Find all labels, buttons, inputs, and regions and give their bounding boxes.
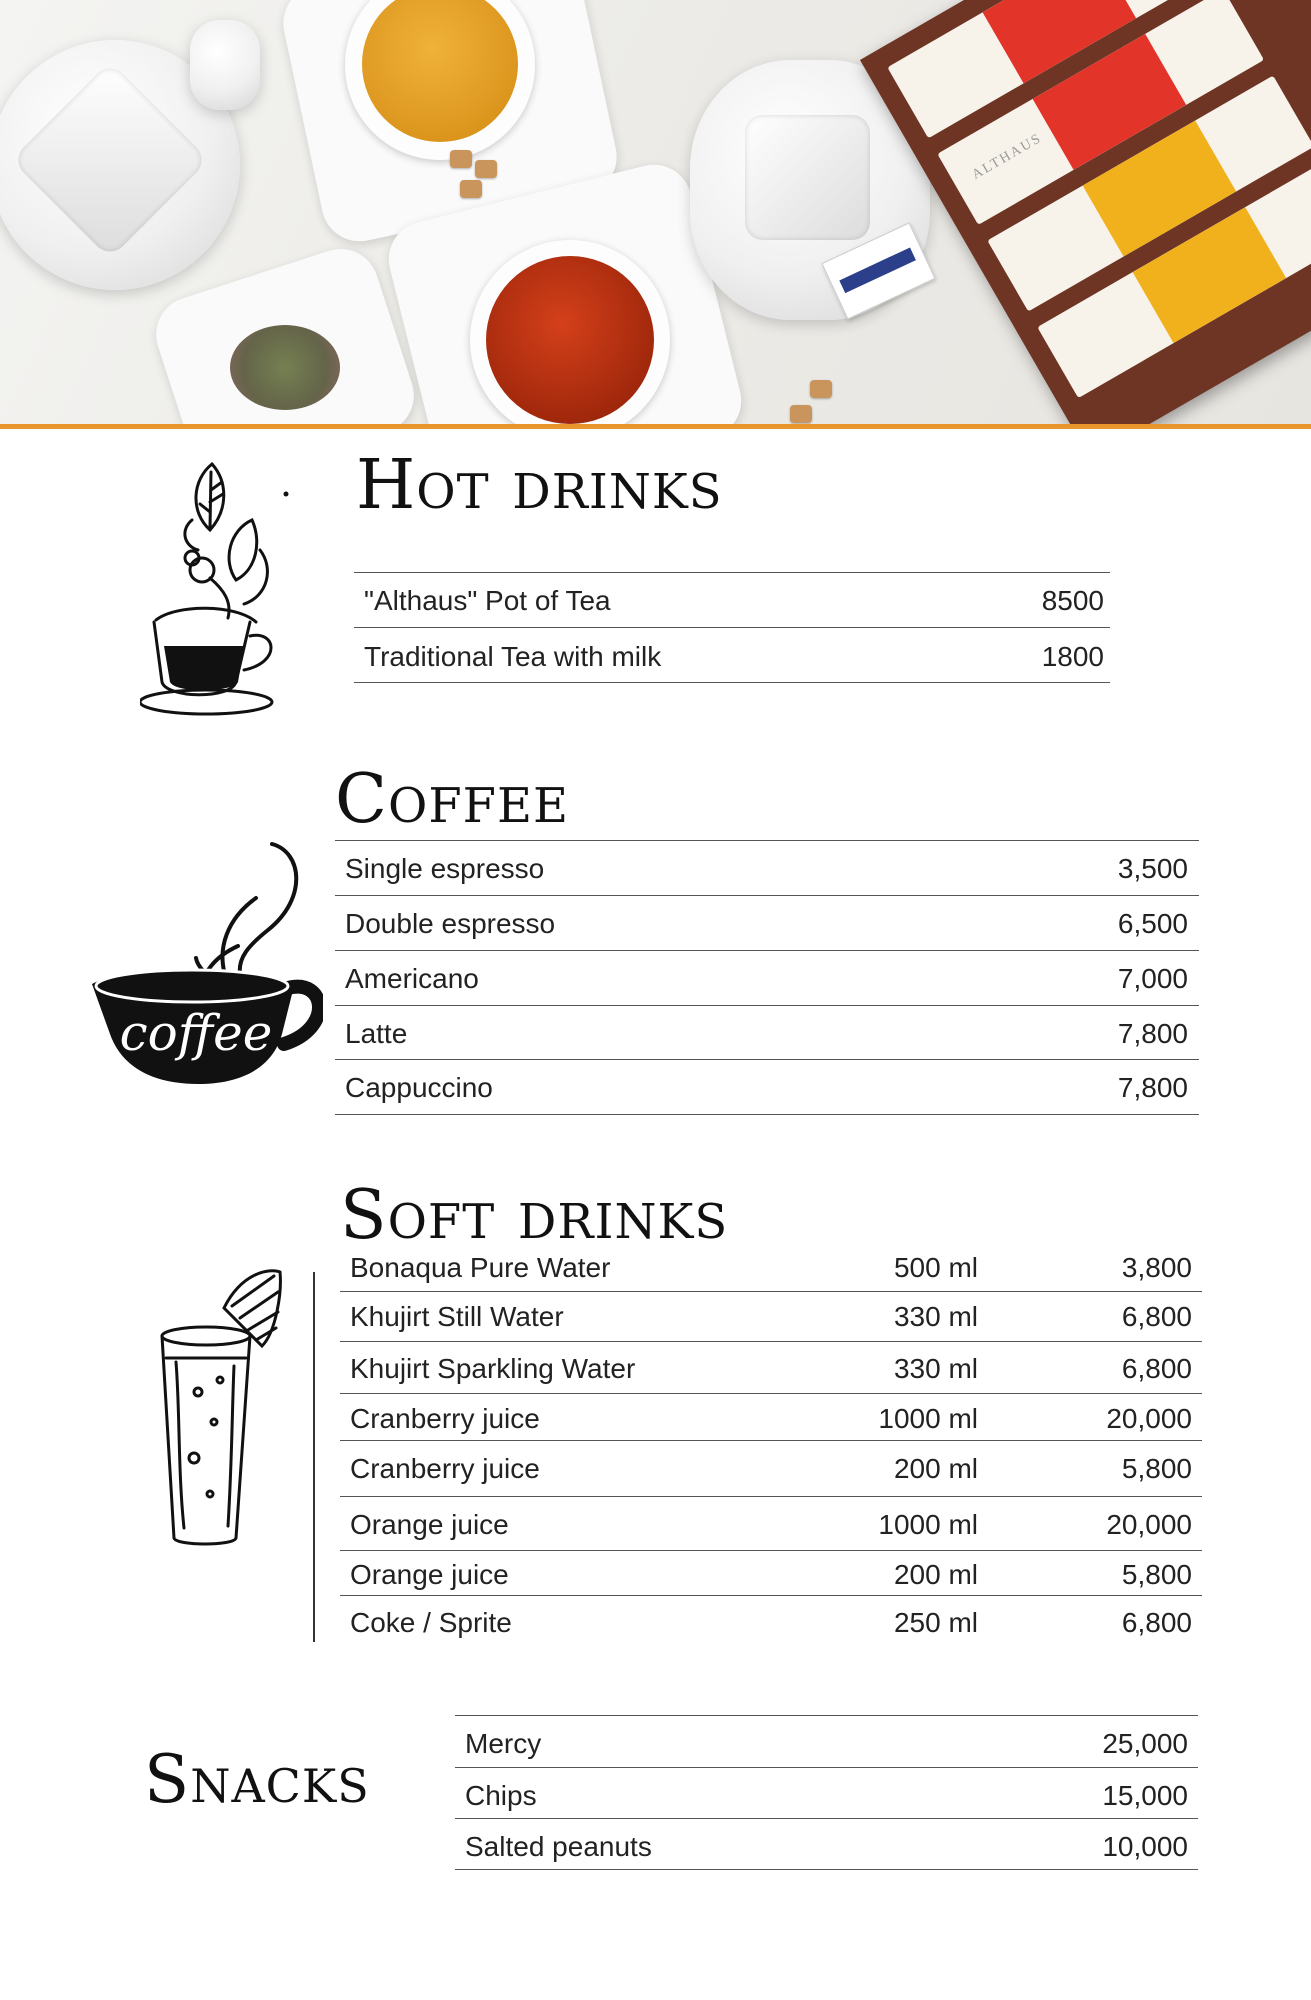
- sugar-cube: [475, 160, 497, 178]
- section-title-soft-drinks: Soft drinks: [340, 1176, 729, 1255]
- tea-cup-icon: [140, 450, 300, 730]
- rule: [335, 895, 1199, 896]
- rule: [340, 1393, 1202, 1394]
- item-size: 200 ml: [893, 1559, 978, 1590]
- item-name: Coke / Sprite: [350, 1607, 512, 1638]
- rule: [340, 1550, 1202, 1551]
- item-name: Americano: [345, 963, 479, 994]
- sugar-cube: [810, 380, 832, 398]
- item-name: Chips: [465, 1780, 537, 1811]
- sugar-cube: [450, 150, 472, 168]
- item-price: 25,000: [1102, 1728, 1188, 1759]
- rule: [455, 1869, 1198, 1870]
- item-price: 5,800: [1121, 1559, 1192, 1590]
- item-size: 500 ml: [893, 1252, 978, 1283]
- hero-photo: [0, 0, 1311, 426]
- item-size: 1000 ml: [878, 1509, 978, 1540]
- item-size: 330 ml: [893, 1301, 978, 1332]
- item-name: Orange juice: [350, 1559, 509, 1590]
- item-price: 1800: [1041, 641, 1104, 672]
- item-price: 20,000: [1106, 1509, 1192, 1540]
- item-name: Orange juice: [350, 1509, 509, 1540]
- item-size: 250 ml: [893, 1607, 978, 1638]
- rule: [335, 840, 1199, 841]
- teapot-lid-right: [745, 115, 870, 240]
- item-price: 3,800: [1121, 1252, 1192, 1283]
- item-price: 15,000: [1102, 1780, 1188, 1811]
- rule: [340, 1496, 1202, 1497]
- rule: [340, 1595, 1202, 1596]
- item-price: 10,000: [1102, 1831, 1188, 1862]
- item-price: 20,000: [1106, 1403, 1192, 1434]
- rule: [354, 682, 1110, 683]
- rule: [354, 572, 1110, 573]
- item-price: 8500: [1041, 585, 1104, 616]
- item-price: 6,500: [1117, 908, 1188, 939]
- item-price: 5,800: [1121, 1453, 1192, 1484]
- coffee-cup-label: coffee: [119, 1004, 273, 1062]
- item-price: 7,800: [1117, 1072, 1188, 1103]
- tea-red: [486, 256, 654, 424]
- rule: [354, 627, 1110, 628]
- rule: [335, 1114, 1199, 1115]
- item-name: Cranberry juice: [350, 1453, 540, 1484]
- item-name: Double espresso: [345, 908, 556, 939]
- item-price: 6,800: [1121, 1301, 1192, 1332]
- section-divider: [313, 1272, 315, 1642]
- item-name: "Althaus" Pot of Tea: [364, 585, 611, 616]
- item-size: 330 ml: [893, 1353, 978, 1384]
- item-size: 1000 ml: [878, 1403, 978, 1434]
- rule: [455, 1818, 1198, 1819]
- rule: [340, 1440, 1202, 1441]
- teapot-spout-left: [190, 20, 260, 110]
- item-price: 3,500: [1117, 853, 1188, 884]
- rule: [335, 1005, 1199, 1006]
- hero-divider: [0, 424, 1311, 429]
- sugar-cube: [790, 405, 812, 423]
- coffee-cup-icon: [88, 838, 323, 1092]
- rule: [340, 1341, 1202, 1342]
- loose-leaf-tea: [230, 325, 340, 410]
- section-title-snacks: Snacks: [144, 1741, 370, 1818]
- item-price: 7,000: [1117, 963, 1188, 994]
- item-name: Latte: [345, 1018, 408, 1049]
- item-name: Mercy: [465, 1728, 542, 1759]
- item-price: 6,800: [1121, 1353, 1192, 1384]
- rule: [455, 1715, 1198, 1716]
- item-name: Salted peanuts: [465, 1831, 652, 1862]
- glass-with-lemon-icon: [150, 1262, 290, 1552]
- item-name: Traditional Tea with milk: [364, 641, 662, 672]
- rule: [335, 1059, 1199, 1060]
- item-name: Khujirt Sparkling Water: [350, 1353, 636, 1384]
- item-price: 6,800: [1121, 1607, 1192, 1638]
- sugar-cube: [460, 180, 482, 198]
- item-size: 200 ml: [893, 1453, 978, 1484]
- section-title-coffee: Coffee: [335, 760, 570, 839]
- item-name: Bonaqua Pure Water: [350, 1252, 611, 1283]
- rule: [335, 950, 1199, 951]
- tea-sachet: ALTHAUS: [937, 0, 1264, 225]
- rule: [340, 1291, 1202, 1292]
- item-name: Cappuccino: [345, 1072, 493, 1103]
- rule: [455, 1767, 1198, 1768]
- item-name: Cranberry juice: [350, 1403, 540, 1434]
- section-title-hot-drinks: Hot drinks: [356, 446, 723, 525]
- item-price: 7,800: [1117, 1018, 1188, 1049]
- item-name: Single espresso: [345, 853, 545, 884]
- item-name: Khujirt Still Water: [350, 1301, 564, 1332]
